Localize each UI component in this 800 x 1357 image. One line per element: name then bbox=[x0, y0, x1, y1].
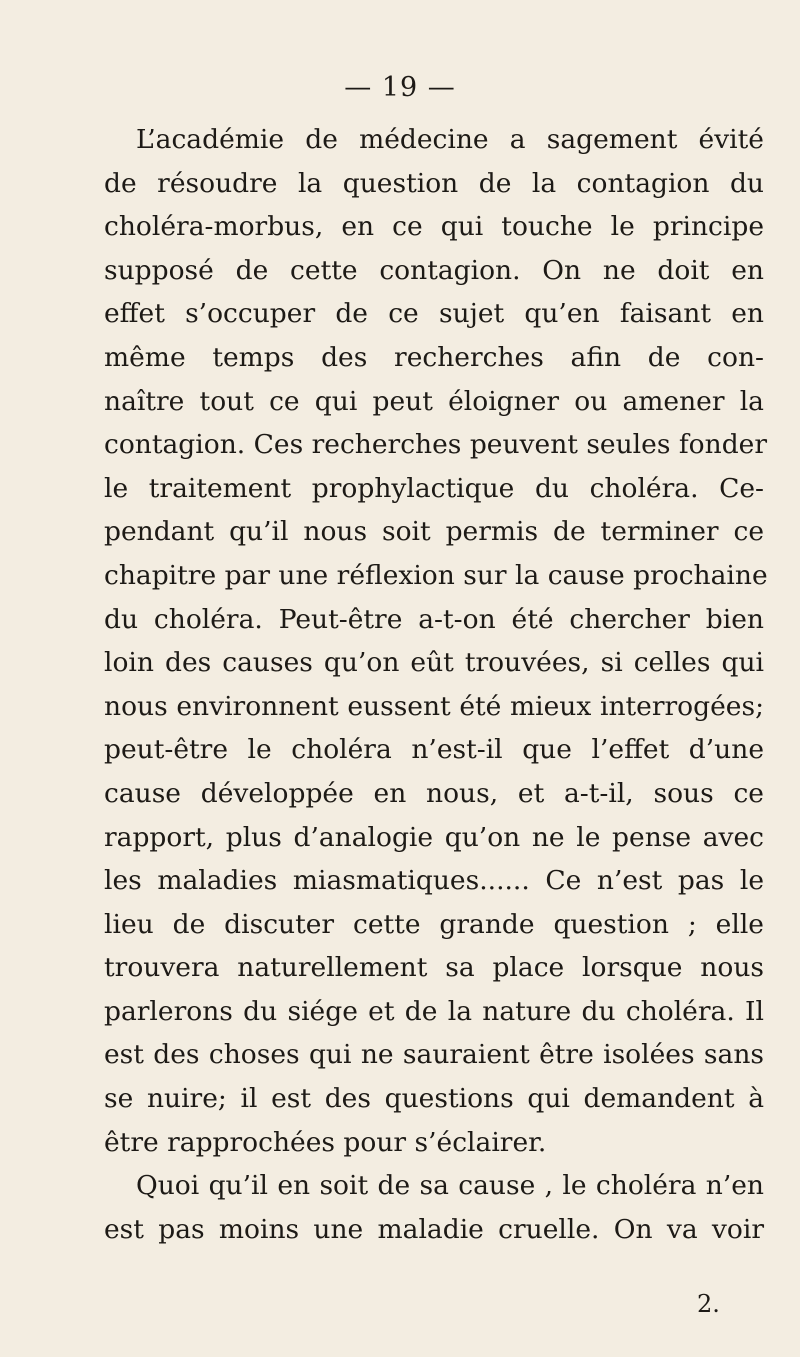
signature-mark: 2. bbox=[697, 1290, 720, 1318]
text-line: se nuire; il est des questions qui demandent à bbox=[104, 1083, 764, 1115]
text-line: de résoudre la question de la contagion du bbox=[104, 167, 764, 199]
text-line: L’académie de médecine a sagement évité bbox=[136, 124, 764, 155]
text-line: supposé de cette contagion. On ne doit en bbox=[104, 254, 764, 286]
text-line: peut-être le choléra n’est-il que l’effet d’une bbox=[104, 734, 764, 766]
text-line: pendant qu’il nous soit permis de terminer ce bbox=[104, 516, 764, 548]
text-line: nous environnent eussent été mieux interrogées; bbox=[104, 690, 764, 722]
text-line: du choléra. Peut-être a-t-on été chercher bien bbox=[104, 603, 764, 635]
text-line: rapport, plus d’analogie qu’on ne le pense avec bbox=[104, 821, 764, 853]
text-line: trouvera naturellement sa place lorsque nous bbox=[104, 952, 764, 984]
text-line: choléra-morbus, en ce qui touche le principe bbox=[104, 211, 764, 243]
text-line: loin des causes qu’on eût trouvées, si celles qui bbox=[104, 647, 764, 679]
text-line: cause développée en nous, et a-t-il, sous ce bbox=[104, 777, 764, 809]
text-line: naître tout ce qui peut éloigner ou amener la bbox=[104, 385, 764, 417]
text-line: effet s’occuper de ce sujet qu’en faisant en bbox=[104, 298, 764, 330]
text-line: est des choses qui ne sauraient être isolées sans bbox=[104, 1039, 764, 1071]
text-line: le traitement prophylactique du choléra. Ce- bbox=[104, 472, 764, 504]
text-line: chapitre par une réflexion sur la cause prochaine bbox=[104, 559, 768, 591]
text-line: contagion. Ces recherches peuvent seules fonder bbox=[104, 429, 768, 461]
text-line: les maladies miasmatiques...... Ce n’est pas le bbox=[104, 865, 764, 897]
text-line: même temps des recherches afin de con- bbox=[104, 341, 764, 373]
text-line: parlerons du siége et de la nature du choléra. Il bbox=[104, 995, 764, 1027]
text-line: est pas moins une maladie cruelle. On va voir bbox=[104, 1213, 764, 1245]
text-line: être rapprochées pour s’éclairer. bbox=[104, 1126, 547, 1158]
page-number: — 19 — bbox=[344, 72, 456, 103]
text-line: Quoi qu’il en soit de sa cause , le choléra n’en bbox=[136, 1170, 764, 1202]
body-text bbox=[104, 118, 768, 1251]
text-line: lieu de discuter cette grande question ; elle bbox=[104, 908, 764, 940]
